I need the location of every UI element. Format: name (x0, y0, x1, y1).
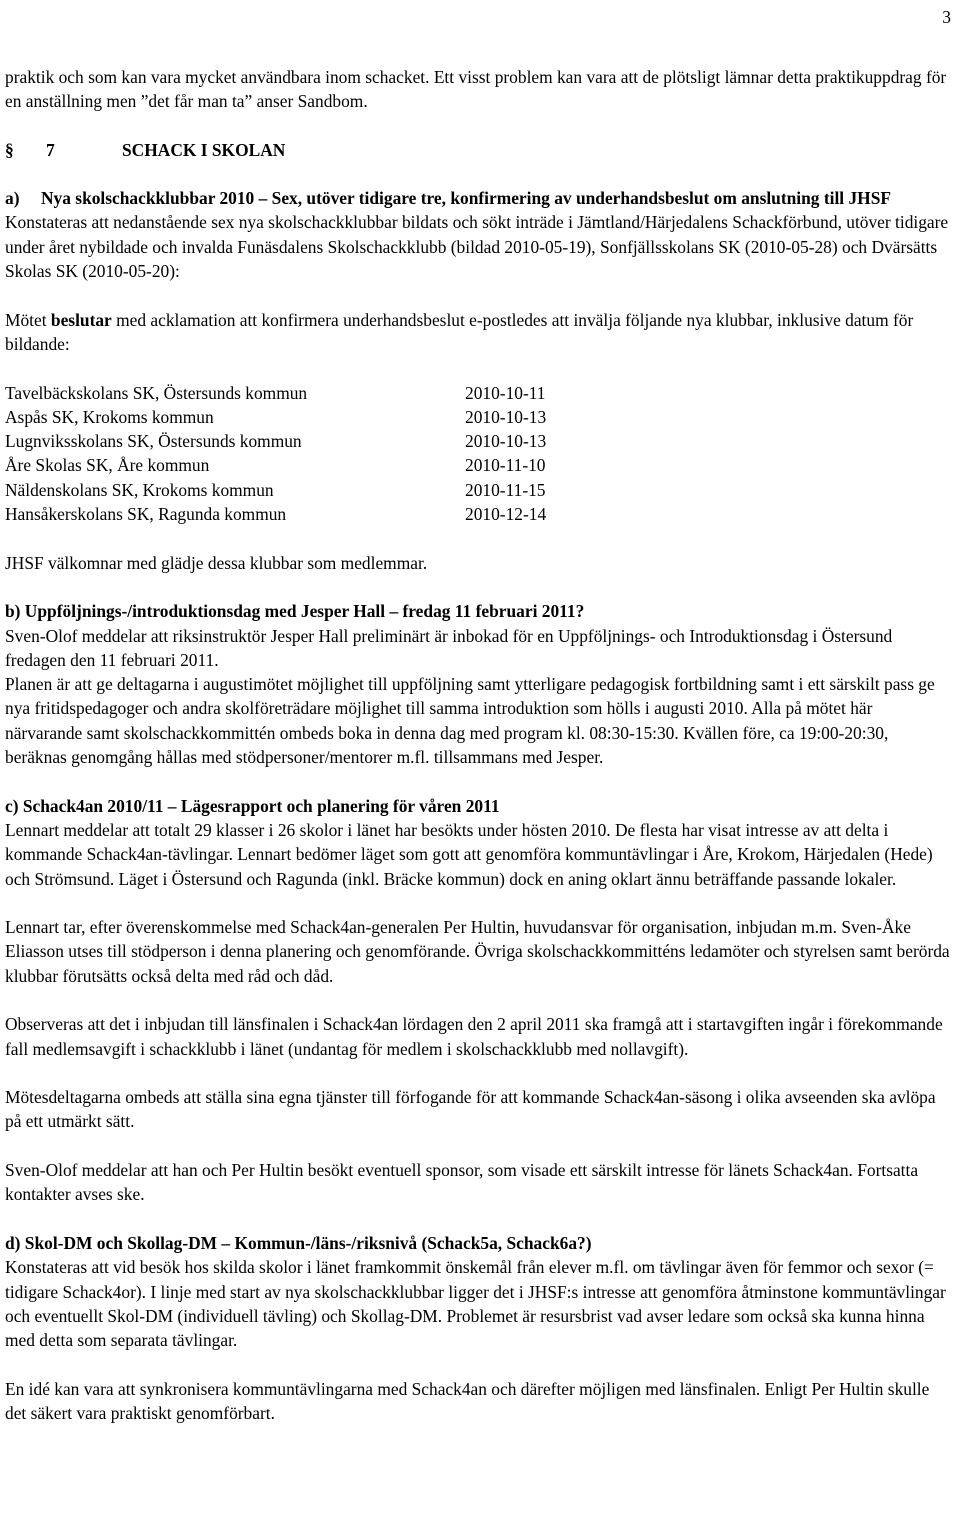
decision-suffix: med acklamation att konfirmera underhandsbeslut e-postledes att invälja följande nya klubbar, inklusive datum för bildande: (5, 309, 914, 354)
item-c-paragraph-4: Mötesdeltagarna ombeds att ställa sina egna tjänster till förfogande för att kommande Schack4an-säsong i olika avseenden ska avlöpa på ett utmärkt sätt. (5, 1087, 936, 1132)
item-d-paragraph-2: En idé kan vara att synkronisera kommuntävlingarna med Schack4an och därefter möjligen med länsfinalen. Enligt Per Hultin skulle det säkert vara praktiskt genomförbart. (5, 1378, 930, 1424)
decision-prefix: Mötet (5, 309, 47, 330)
section-number: 7 (46, 139, 55, 160)
item-a-heading-text: Nya skolschackklubbar 2010 – Sex, utöver tidigare tre, konfirmering av underhandsbeslut om anslutning till JHSF (41, 188, 892, 209)
club-date: 2010-12-14 (465, 504, 547, 525)
item-a-letter: a) (5, 188, 20, 209)
clubs-table (5, 381, 546, 527)
club-name: Lugnviksskolans SK, Östersunds kommun (5, 431, 302, 452)
item-c-paragraph-3: Observeras att det i inbjudan till länsfinalen i Schack4an lördagen den 2 april 2011 ska framgå att i startavgiften ingår i förekommande fall medlemsavgift i schackklubb i länet (undantag för medlem i skolschackklubb med nollavgift). (5, 1014, 943, 1059)
item-c-paragraph-1: Lennart meddelar att totalt 29 klasser i 26 skolor i länet har besökts under hösten 2010. De flesta har visat intresse av att delta i kommande Schack4an-tävlingar. Lennart bedömer läget som gott att genomföra kommuntävlingar i Åre, Krokom, Härjedalen (Hede) och Strömsund. Läget i Östersund och Ragunda (inkl. Bräcke kommun) dock en aning oklart ännu beträffande passande lokaler. (5, 819, 933, 889)
section-symbol: § (5, 139, 14, 160)
table-row (5, 502, 546, 526)
item-d-heading: d) Skol-DM och Skollag-DM – Kommun-/läns-/riksnivå (Schack5a, Schack6a?) (5, 1232, 592, 1253)
club-date: 2010-11-10 (465, 455, 546, 476)
item-a-decision (5, 308, 950, 357)
club-name: Tavelbäckskolans SK, Östersunds kommun (5, 382, 308, 403)
table-row (5, 429, 546, 453)
item-b-paragraph-1: Sven-Olof meddelar att riksinstruktör Jesper Hall preliminärt är inbokad för en Uppföljnings- och Introduktionsdag i Östersund fredagen den 11 februari 2011. (5, 625, 893, 670)
decision-keyword: beslutar (50, 309, 112, 330)
club-date: 2010-11-15 (465, 479, 546, 500)
item-c-paragraph-2: Lennart tar, efter överenskommelse med Schack4an-generalen Per Hultin, huvudansvar för organisation, inbjudan m.m. Sven-Åke Eliasson utses till stödperson i denna planering och genomförande. Övriga skolschackkommitténs ledamöter och styrelsen samt berörda klubbar förutsätts också delta med råd och dåd. (5, 917, 950, 986)
item-c-paragraph-5: Sven-Olof meddelar att han och Per Hultin besökt eventuell sponsor, som visade ett särskilt intresse för länets Schack4an. Fortsatta kontakter avses ske. (5, 1160, 919, 1205)
document-body (5, 65, 950, 1425)
item-d-paragraph-1: Konstateras att vid besök hos skilda skolor i länet framkommit önskemål från elever m.fl. om tävlingar även för femmor och sexor (= tidigare Schack4or). I linje med start av nya skolschackklubbar ligger det i JHSF:s intresse att genomföra åtminstone kommuntävlingar och eventuellt Skol-DM (individuell tävling) och Skollag-DM. Problemet är resursbrist vad avser ledare som också ska kunna hinna med detta som separata tävlingar. (5, 1257, 946, 1351)
table-row (5, 405, 546, 429)
item-a-heading (5, 186, 950, 210)
item-a-paragraph: Konstateras att nedanstående sex nya skolschackklubbar bildats och sökt inträde i Jämtland/Härjedalens Schackförbund, utöver tidigare under året nybildade och invalda Funäsdalens Skolschackklubb (bildad 2010-05-19), Sonfjällsskolans SK (2010-05-28) och Dvärsätts Skolas SK (2010-05-20): (5, 212, 949, 282)
club-date: 2010-10-11 (465, 382, 546, 403)
table-row (5, 453, 546, 477)
section-heading (5, 138, 950, 162)
item-c-heading: c) Schack4an 2010/11 – Lägesrapport och planering för våren 2011 (5, 795, 500, 816)
item-b-paragraph-2: Planen är att ge deltagarna i augustimötet möjlighet till uppföljning samt ytterligare pedagogisk fortbildning samt i ett särskilt pass ge nya fritidspedagoger och andra skolföreträdare möjlighet till samma introduktion som hölls i augusti 2010. Alla på mötet här närvarande samt skolschackkommittén ombeds boka in denna dag med program kl. 08:30-15:30. Kvällen före, ca 19:00-20:30, beräknas genomgång hållas med stödpersoner/mentorer m.fl. tillsammans med Jesper. (5, 674, 935, 768)
table-row (5, 478, 546, 502)
section-title: SCHACK I SKOLAN (122, 139, 286, 160)
page-number: 3 (942, 7, 951, 27)
table-row (5, 381, 546, 405)
club-name: Näldenskolans SK, Krokoms kommun (5, 479, 274, 500)
club-date: 2010-10-13 (465, 406, 547, 427)
club-name: Aspås SK, Krokoms kommun (5, 406, 214, 427)
intro-paragraph: praktik och som kan vara mycket användbara inom schacket. Ett visst problem kan vara att de plötsligt lämnar detta praktikuppdrag för en anställning men ”det får man ta” anser Sandbom. (5, 67, 947, 112)
club-date: 2010-10-13 (465, 431, 547, 452)
item-b-heading: b) Uppföljnings-/introduktionsdag med Jesper Hall – fredag 11 februari 2011? (5, 601, 585, 622)
club-name: Hansåkerskolans SK, Ragunda kommun (5, 504, 287, 525)
club-name: Åre Skolas SK, Åre kommun (5, 455, 210, 476)
welcome-paragraph: JHSF välkomnar med glädje dessa klubbar som medlemmar. (5, 552, 428, 573)
